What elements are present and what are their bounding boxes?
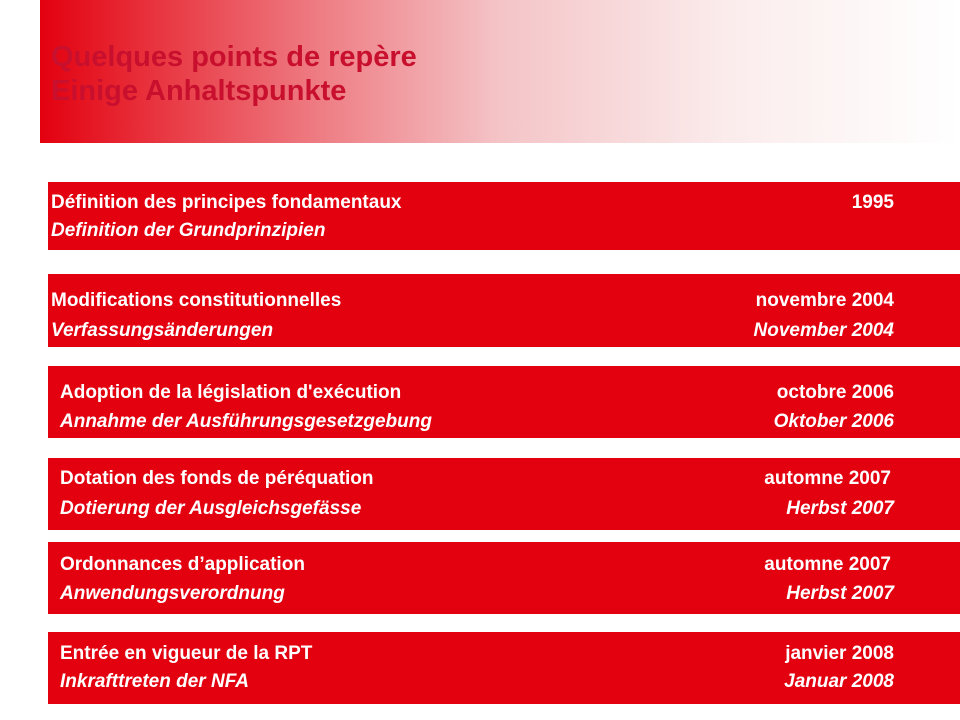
title-german: Einige Anhaltspunkte [51,75,347,107]
milestone-funds [48,458,960,530]
milestone-label-de: Dotierung der Ausgleichsgefässe [60,498,362,519]
milestone-constitution [48,274,960,347]
milestone-date-de: Oktober 2006 [773,411,894,432]
milestone-entry-into-force [48,632,960,704]
milestone-label-de: Definition der Grundprinzipien [51,220,326,241]
milestone-date-fr: automne 2007 [764,468,891,489]
milestone-date-de: Herbst 2007 [786,583,894,604]
milestone-legislation [48,366,960,438]
milestone-label-de: Anwendungsverordnung [60,583,285,604]
milestone-date-de: Herbst 2007 [786,498,894,519]
milestone-date-fr: janvier 2008 [785,643,894,664]
slide-title [51,40,417,108]
milestone-date-fr: octobre 2006 [776,382,894,403]
milestone-label-de: Verfassungsänderungen [51,320,274,341]
milestone-label-fr: Modifications constitutionnelles [51,290,342,311]
milestone-label-de: Inkrafttreten der NFA [60,671,249,692]
milestone-date-fr: automne 2007 [764,554,891,575]
milestone-date-de: Januar 2008 [784,671,894,692]
milestone-date-fr: 1995 [851,192,894,213]
milestone-label-fr: Entrée en vigueur de la RPT [60,643,313,664]
milestone-label-de: Annahme der Ausführungsgesetzgebung [60,411,432,432]
milestone-label-fr: Dotation des fonds de péréquation [60,468,374,489]
milestone-definition [48,182,960,250]
title-french: Quelques points de repère [51,41,417,73]
milestone-date-de: November 2004 [753,320,894,341]
milestone-label-fr: Définition des principes fondamentaux [51,192,402,213]
milestone-label-fr: Adoption de la législation d'exécution [60,382,402,403]
milestone-label-fr: Ordonnances d’application [60,554,305,575]
milestone-date-fr: novembre 2004 [755,290,894,311]
milestone-ordinances [48,542,960,614]
